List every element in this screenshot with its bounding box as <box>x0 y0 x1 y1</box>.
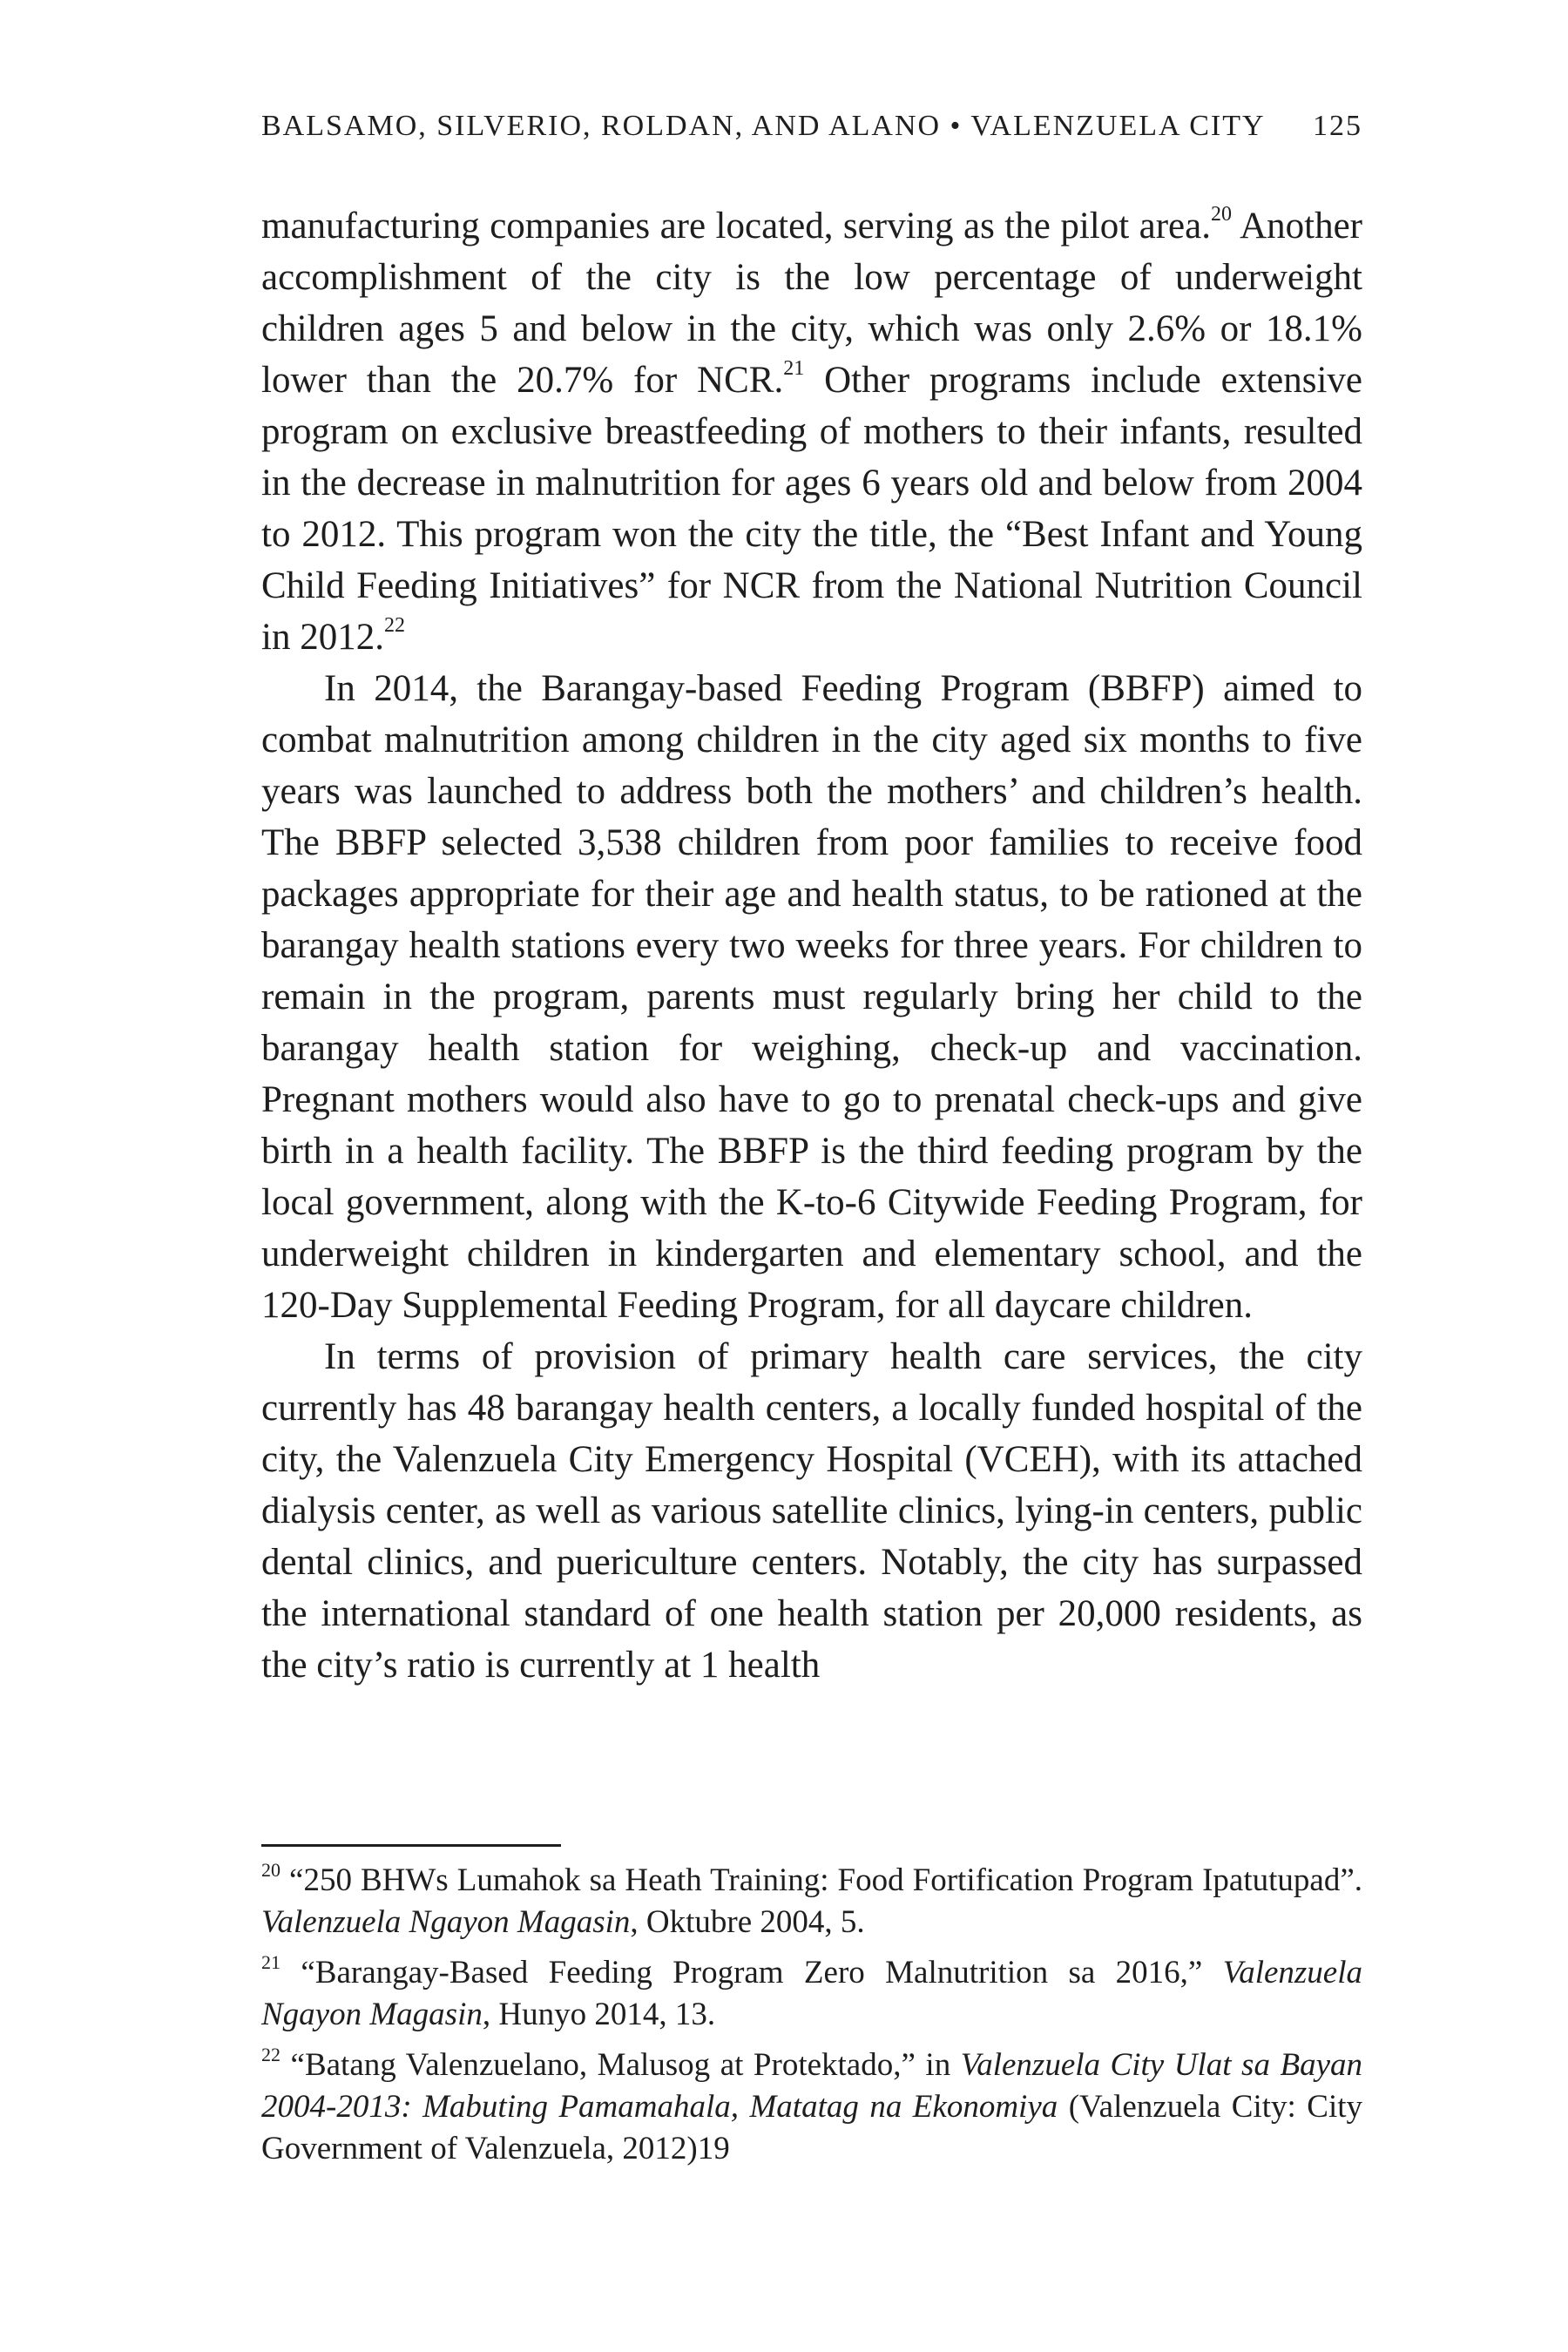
footnote-20 <box>261 1860 1362 1943</box>
page-number: 125 <box>1313 110 1362 142</box>
footnote-number: 22 <box>261 2044 280 2065</box>
footnote-number: 20 <box>261 1859 280 1881</box>
footnote-source-title: Valenzuela Ngayon Magasin <box>261 1955 1362 2032</box>
running-title: BALSAMO, SILVERIO, ROLDAN, AND ALANO • VALENZUELA CITY <box>261 110 1266 142</box>
paragraph-3: In terms of provision of primary health care services, the city currently has 48 barangay health centers, a locally funded hospital of the city, the Valenzuela City Emergency Hospital (VCEH), with its attached dialysis center, as well as various satellite clinics, lying-in centers, public dental clinics, and puericulture centers. Notably, the city has surpassed the international standard of one health station per 20,000 residents, as the city’s ratio is currently at 1 health <box>261 1336 1362 1686</box>
footnotes <box>261 1860 1362 2179</box>
footnote-text: “Barangay-Based Feeding Program Zero Malnutrition sa 2016,” <box>280 1955 1223 1990</box>
running-head <box>261 105 1362 148</box>
paragraph-1 <box>261 200 1362 663</box>
footnote-text: , Oktubre 2004, 5. <box>630 1904 865 1940</box>
footnote-22 <box>261 2044 1362 2170</box>
footnote-source-title: Valenzuela City Ulat sa Bayan 2004-2013: Mabuting Pamamahala, Matatag na Ekonomiya <box>261 2047 1362 2125</box>
footnote-21 <box>261 1952 1362 2036</box>
footnote-text: , Hunyo 2014, 13. <box>482 1997 716 2032</box>
paragraph-1-text-1: manufacturing companies are located, serving as the pilot area. <box>261 206 1211 247</box>
paragraph-1-text-3: Other programs include extensive program on exclusive breastfeeding of mothers to their infants, resulted in the decrease in malnutrition for ages 6 years old and below from 2004 to 2012. This program won the city the title, the “Best Infant and Young Child Feeding Initiatives” for NCR from the National Nutrition Council in 2012. <box>261 360 1362 658</box>
footnote-text: (Valenzuela City: City Government of Valenzuela, 2012)19 <box>261 2089 1363 2166</box>
paragraph-1-text-2: Another accomplishment of the city is the low percentage of underweight children ages 5 and below in the city, which was only 2.6% or 18.1% lower than the 20.7% for NCR. <box>261 206 1362 401</box>
footnote-text: “250 BHWs Lumahok sa Heath Training: Food Fortification Program Ipatutupad”. <box>280 1862 1362 1898</box>
footnote-ref-20[interactable]: 20 <box>1210 203 1232 226</box>
footnote-source-title: Valenzuela Ngayon Magasin <box>261 1904 631 1940</box>
paragraph-2: In 2014, the Barangay-based Feeding Program (BBFP) aimed to combat malnutrition among children in the city aged six months to five years was launched to address both the mothers’ and children’s health. The BBFP selected 3,538 children from poor families to receive food packages appropriate for their age and health status, to be rationed at the barangay health stations every two weeks for three years. For children to remain in the program, parents must regularly bring her child to the barangay health station for weighing, check-up and vaccination. Pregnant mothers would also have to go to prenatal check-ups and give birth in a health facility. The BBFP is the third feeding program by the local government, along with the K-to-6 Citywide Feeding Program, for underweight children in kindergarten and elementary school, and the 120-Day Supplemental Feeding Program, for all daycare children. <box>261 668 1362 1326</box>
footnote-ref-22[interactable]: 22 <box>383 614 405 637</box>
footnote-text: “Batang Valenzuelano, Malusog at Protektado,” in <box>280 2047 961 2083</box>
footnote-ref-21[interactable]: 21 <box>783 357 805 380</box>
footnote-number: 21 <box>261 1951 280 1973</box>
footnote-divider <box>261 1844 561 1847</box>
body-text <box>261 200 1362 1691</box>
